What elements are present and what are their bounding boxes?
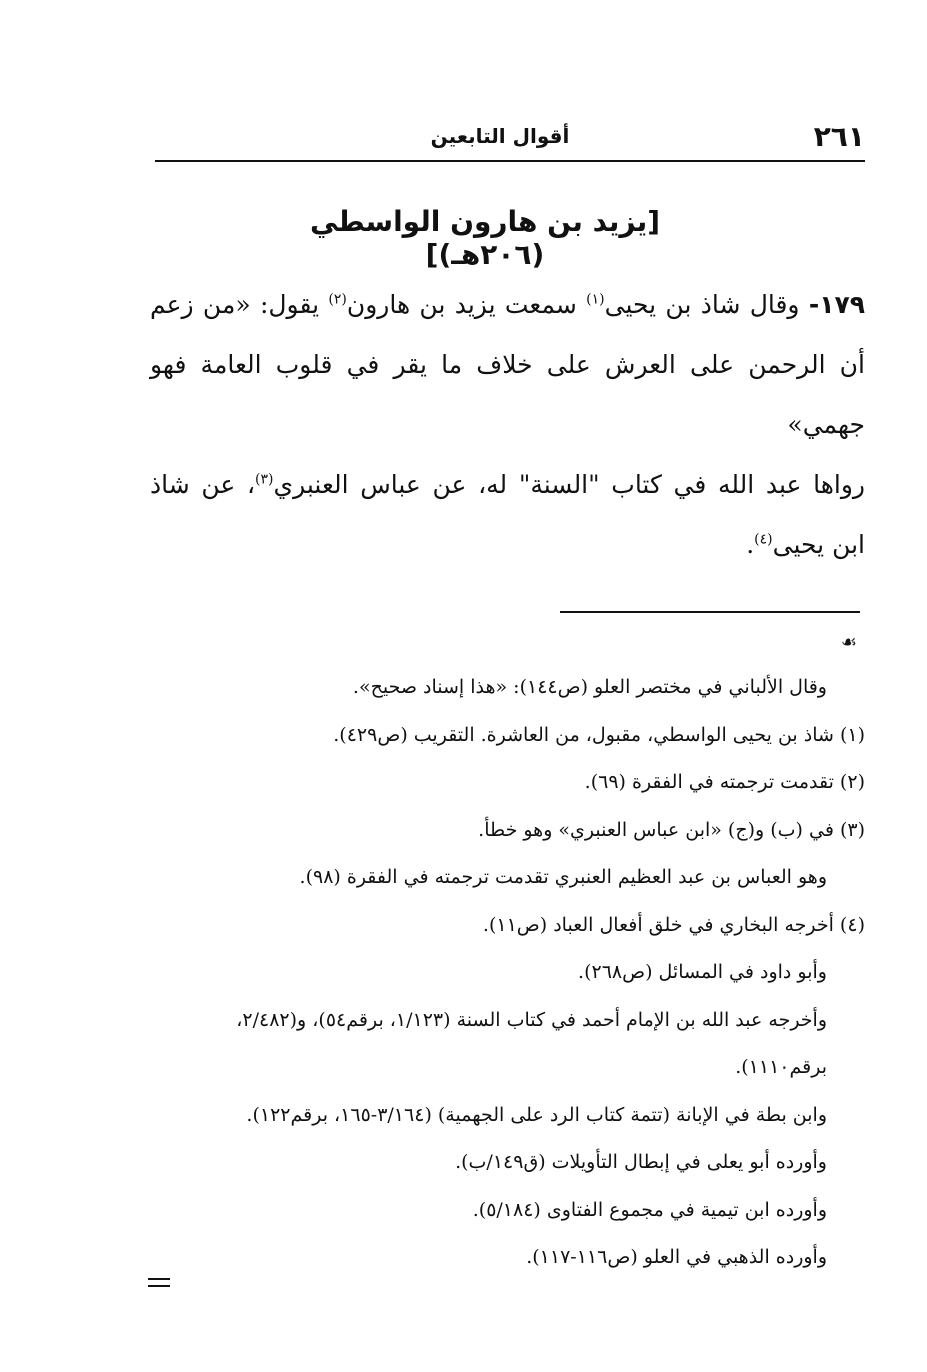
entry-text-part: وقال شاذ بن يحيى <box>604 290 809 319</box>
footnote-ornament: ☙ <box>840 632 857 653</box>
citation-paragraph <box>150 455 865 575</box>
footnote-line: (٢) تقدمت ترجمته في الفقرة (٦٩). <box>584 771 865 793</box>
citation-text-part: . <box>746 530 755 559</box>
entry-text-part: سمعت يزيد بن هارون <box>346 290 587 319</box>
footnote-line: (٣) في (ب) و(ج) «ابن عباس العنبري» وهو خطأ. <box>478 818 865 841</box>
footnote-separator <box>560 611 860 613</box>
footnote-line: وأورده الذهبي في العلو (ص١١٦-١١٧). <box>526 1246 827 1268</box>
section-title: [يزيد بن هارون الواسطي (٢٠٦هـ)] <box>309 205 661 271</box>
footnote-line: وقال الألباني في مختصر العلو (ص١٤٤): «هذا إسناد صحيح». <box>352 676 827 698</box>
footnote-ref: (١) <box>586 291 605 308</box>
footnote-line: (١) شاذ بن يحيى الواسطي، مقبول، من العاشرة. التقريب (ص٤٢٩). <box>333 723 865 746</box>
footnote-line: وهو العباس بن عبد العظيم العنبري تقدمت ترجمته في الفقرة (٩٨). <box>299 866 827 888</box>
main-text <box>150 275 865 575</box>
footnote-line: وأورده ابن تيمية في مجموع الفتاوى (٥/١٨٤). <box>472 1198 827 1221</box>
footnote-line: وأورده أبو يعلى في إبطال التأويلات (ق١٤٩/ب). <box>455 1151 827 1173</box>
footnote-line: وأبو داود في المسائل (ص٢٦٨). <box>578 961 827 983</box>
page-end-mark <box>148 1278 170 1292</box>
entry-paragraph <box>150 275 865 455</box>
footnote-ref: (٣) <box>255 471 274 488</box>
footnote-line: وأخرجه عبد الله بن الإمام أحمد في كتاب السنة (١/١٢٣، برقم٥٤)، و(٢/٤٨٢، برقم١١١٠). <box>236 1008 827 1078</box>
footnote-line: (٤) أخرجه البخاري في خلق أفعال العباد (ص١١). <box>482 913 865 936</box>
citation-text-part: رواها عبد الله في كتاب "السنة" له، عن عباس العنبري <box>273 470 865 499</box>
header-rule <box>155 160 865 162</box>
footnote-ref: (٢) <box>328 291 347 308</box>
page-number: ٢٦١ <box>813 120 865 153</box>
citation-text-part: ، عن شاذ ابن يحيى <box>150 470 865 559</box>
footnote-line: وابن بطة في الإبانة (تتمة كتاب الرد على الجهمية) (٣/١٦٤-١٦٥، برقم١٢٢). <box>246 1103 827 1126</box>
footnote-ref: (٤) <box>754 531 773 548</box>
entry-number: ١٧٩- <box>808 290 865 319</box>
footnotes <box>150 664 865 1282</box>
running-title: أقوال التابعين <box>430 124 570 148</box>
entry-text-part: يقول: «من زعم أن الرحمن على العرش على خلاف ما يقر في قلوب العامة فهو جهمي» <box>150 290 865 439</box>
